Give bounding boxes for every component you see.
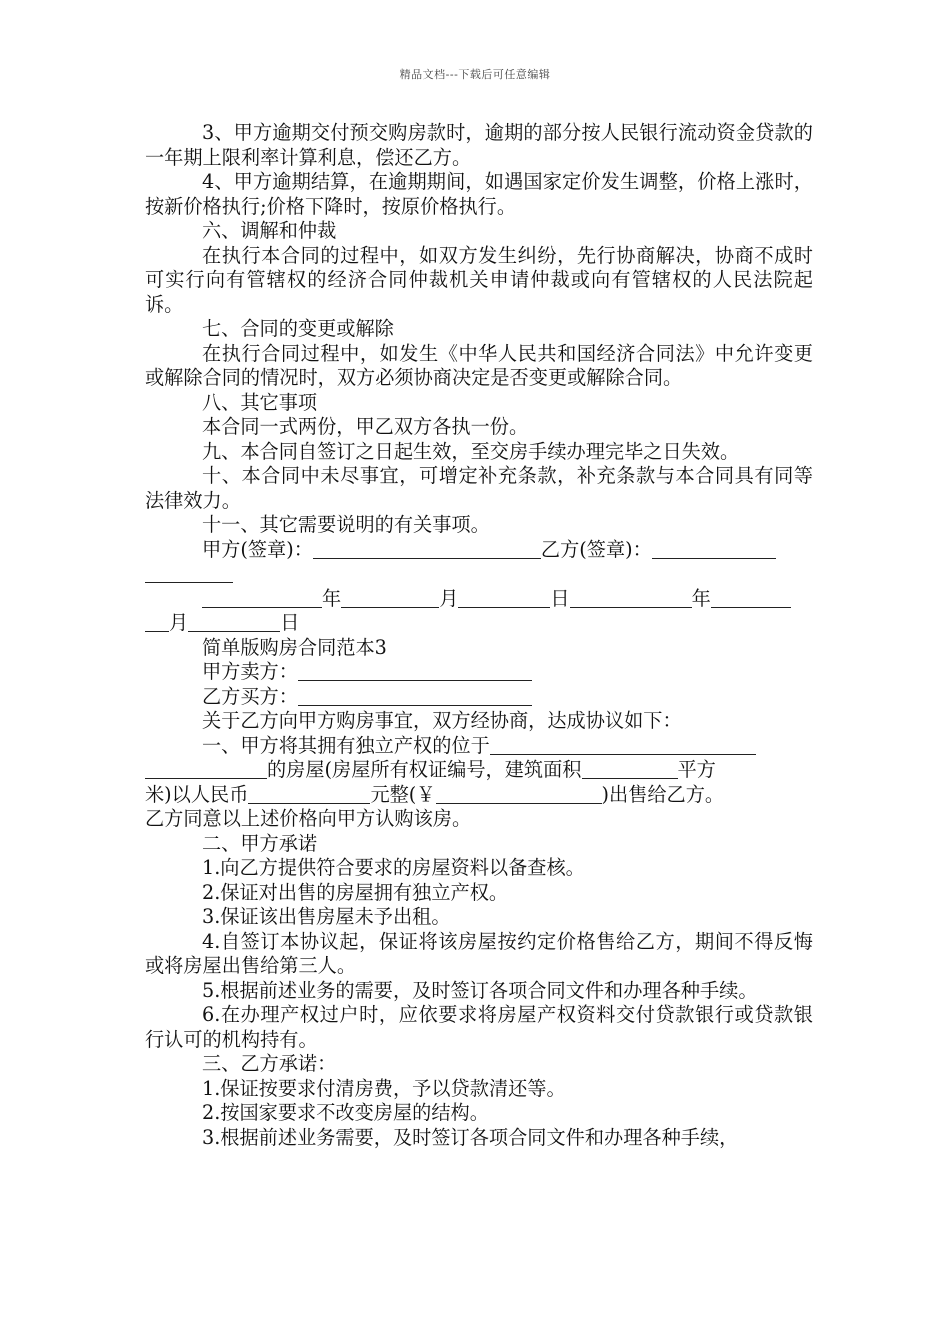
seller-blank xyxy=(298,662,532,681)
price-figure-blank xyxy=(436,785,602,804)
contract-title: 简单版购房合同范本3 xyxy=(202,635,387,659)
list-item: 3.根据前述业务需要，及时签订各项合同文件和办理各种手续， xyxy=(202,1125,739,1149)
paragraph: 3、甲方逾期交付预交购房款时，逾期的部分按人民银行流动资金贷款的一年期上限利率计算利息，偿还乙方。 xyxy=(145,121,813,169)
paragraph: 十、本合同中未尽事宜，可增定补充条款，补充条款与本合同具有同等法律效力。 xyxy=(145,464,813,512)
paragraph: 4、甲方逾期结算，在逾期期间，如遇国家定价发生调整，价格上涨时，按新价格执行;价格下降时，按原价格执行。 xyxy=(145,170,813,218)
clause-1-text: 一、甲方将其拥有独立产权的位于 xyxy=(202,733,490,757)
year-label-2: 年 xyxy=(691,586,711,610)
list-item: 3.保证该出售房屋未予出租。 xyxy=(202,905,451,928)
page-header: 精品文档---下载后可任意编辑 xyxy=(399,68,551,81)
date-line xyxy=(145,587,813,612)
party-b-signature-blank-cont xyxy=(145,564,233,583)
paragraph: 九、本合同自签订之日起生效，至交房手续办理完毕之日失效。 xyxy=(202,439,740,463)
date-line-wrap xyxy=(145,611,813,636)
clause-1-text: 元整(￥ xyxy=(370,782,436,806)
clause-1-line-4: 乙方同意以上述价格向甲方认购该房。 xyxy=(145,807,472,830)
party-b-signature-label: 乙方(签章)： xyxy=(540,537,652,561)
year-blank xyxy=(202,589,322,608)
section-heading: 三、乙方承诺： xyxy=(202,1052,337,1075)
paragraph: 本合同一式两份，甲乙双方各执一份。 xyxy=(202,415,529,438)
day-label: 日 xyxy=(550,586,570,610)
paragraph: 在执行本合同的过程中，如双方发生纠纷，先行协商解决，协商不成时可实行向有管辖权的经济合同仲裁机关申请仲裁或向有管辖权的人民法院起诉。 xyxy=(145,243,813,316)
month-label: 月 xyxy=(439,586,459,610)
section-heading: 六、调解和仲裁 xyxy=(202,219,337,242)
section-heading: 八、其它事项 xyxy=(202,390,318,414)
clause-1-line-1 xyxy=(145,734,813,759)
month-blank-2-cont xyxy=(145,613,169,632)
paragraph: 十一、其它需要说明的有关事项。 xyxy=(202,513,490,536)
month-blank-2 xyxy=(711,589,791,608)
list-item: 2.按国家要求不改变房屋的结构。 xyxy=(202,1101,489,1124)
day-blank xyxy=(458,589,550,608)
clause-1-text: 的房屋(房屋所有权证编号，建筑面积 xyxy=(267,758,582,781)
clause-1-text: 平方 xyxy=(677,758,716,781)
paragraph: 在执行合同过程中，如发生《中华人民共和国经济合同法》中允许变更或解除合同的情况时，双方必须协商决定是否变更或解除合同。 xyxy=(145,341,813,389)
list-item: 5.根据前述业务的需要，及时签订各项合同文件和办理各种手续。 xyxy=(202,978,758,1002)
month-label-2: 月 xyxy=(169,611,189,634)
document-body xyxy=(145,121,813,1150)
area-blank xyxy=(582,760,678,779)
seller-label: 甲方卖方： xyxy=(202,660,298,683)
buyer-label: 乙方买方： xyxy=(202,684,298,708)
seller-line xyxy=(145,660,813,685)
clause-1-text: 米)以人民币 xyxy=(145,782,249,806)
party-a-signature-label: 甲方(签章)： xyxy=(202,537,313,561)
buyer-blank xyxy=(298,687,532,706)
clause-1-text: )出售给乙方。 xyxy=(601,782,725,806)
list-item: 2.保证对出售的房屋拥有独立产权。 xyxy=(202,880,509,904)
section-heading: 二、甲方承诺 xyxy=(202,831,318,855)
year-blank-2 xyxy=(570,589,692,608)
location-blank-cont xyxy=(145,760,267,779)
list-item: 4.自签订本协议起，保证将该房屋按约定价格售给乙方，期间不得反悔或将房屋出售给第三人。 xyxy=(145,929,813,977)
list-item: 6.在办理产权过户时，应依要求将房屋产权资料交付贷款银行或贷款银行认可的机构持有。 xyxy=(145,1003,813,1051)
year-label: 年 xyxy=(322,586,342,610)
party-a-signature-blank xyxy=(313,540,541,559)
price-blank xyxy=(248,785,370,804)
section-heading: 七、合同的变更或解除 xyxy=(202,317,394,340)
month-blank xyxy=(341,589,439,608)
list-item: 1.向乙方提供符合要求的房屋资料以备查核。 xyxy=(202,856,585,879)
buyer-line xyxy=(145,685,813,710)
list-item: 1.保证按要求付清房费，予以贷款清还等。 xyxy=(202,1076,566,1100)
day-label-2: 日 xyxy=(280,611,300,634)
party-b-signature-blank xyxy=(652,540,776,559)
agreement-intro: 关于乙方向甲方购房事宜，双方经协商，达成协议如下： xyxy=(202,709,682,732)
day-blank-2 xyxy=(188,613,280,632)
signature-line xyxy=(145,538,813,563)
signature-line-wrap xyxy=(145,562,813,587)
clause-1-line-2 xyxy=(145,758,813,783)
location-blank xyxy=(490,736,756,755)
clause-1-line-3 xyxy=(145,783,813,808)
